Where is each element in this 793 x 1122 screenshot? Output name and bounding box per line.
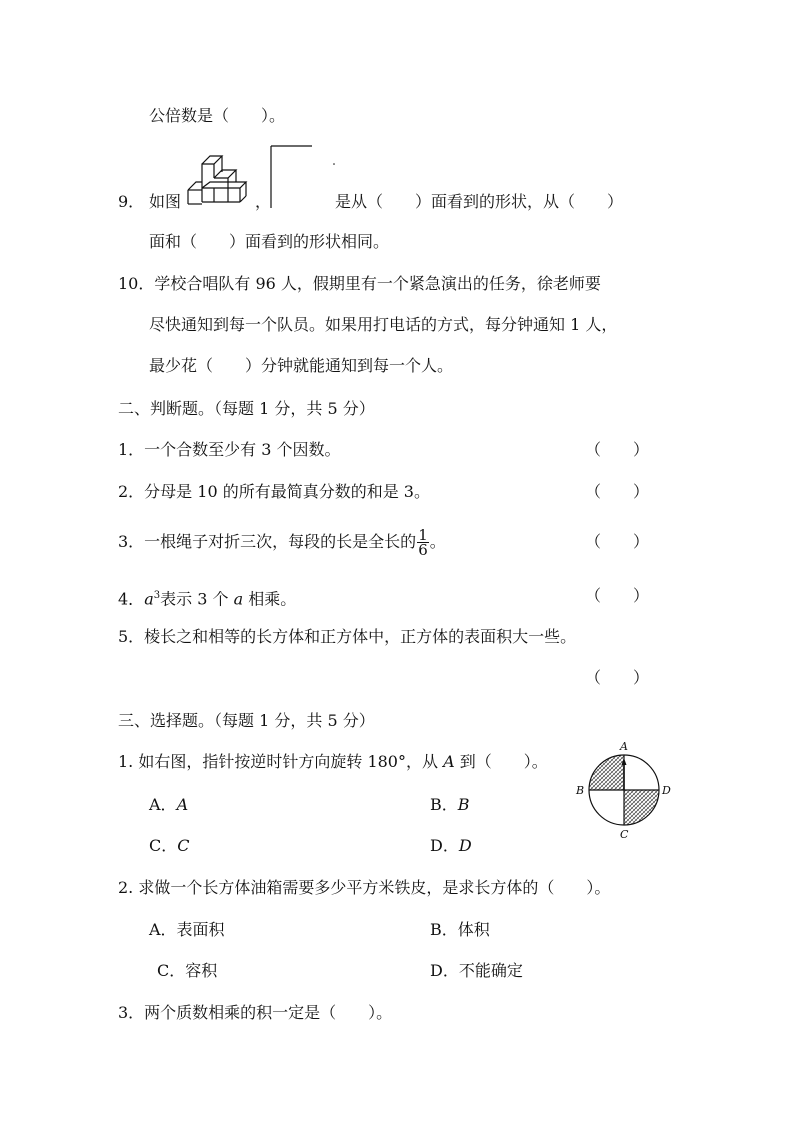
- choice-q1-var: A: [443, 752, 455, 771]
- fraction-denominator: 6: [418, 541, 428, 559]
- judge-answer-2[interactable]: （ ）: [585, 482, 650, 501]
- pointer-circle-diagram: [574, 738, 684, 842]
- choice-q1-option-d[interactable]: [430, 836, 472, 856]
- judge-item-1: 1．一个合数至少有 3 个因数。: [118, 440, 341, 459]
- judge-item-4-end: 相乘。: [243, 589, 297, 609]
- choice-q2-option-d[interactable]: D．不能确定: [430, 961, 523, 980]
- judge-item-2: 2．分母是 10 的所有最简真分数的和是 3。: [118, 482, 430, 501]
- q10-line2: 尽快通知到每一个队员。如果用打电话的方式，每分钟通知 1 人，: [149, 315, 618, 334]
- judge-item-3-text: 3．一根绳子对折三次，每段的长是全长的: [118, 532, 417, 551]
- q8-tail: 公倍数是（ ）。: [149, 106, 286, 125]
- option-label: B．: [430, 795, 458, 814]
- q9-text-b: 是从（ ）面看到的形状，从（ ）: [335, 192, 624, 211]
- choice-q1-option-a[interactable]: [149, 795, 188, 815]
- option-value: D: [458, 836, 472, 855]
- diagram-label-b: B: [576, 784, 585, 797]
- q9-comma: ，: [255, 192, 272, 211]
- choice-q1-option-c[interactable]: [149, 836, 190, 856]
- choice-q1-text-b: 到（ ）。: [454, 752, 548, 771]
- q10-line1: 10．学校合唱队有 96 人，假期里有一个紧急演出的任务，徐老师要: [118, 274, 601, 293]
- q9-number: 9．: [118, 192, 145, 211]
- judge-item-3-end: 。: [429, 532, 446, 551]
- choice-q1: [118, 752, 548, 772]
- exponent: 3: [153, 590, 161, 601]
- section2-heading: 二、判断题。（每题 1 分，共 5 分）: [118, 399, 375, 418]
- judge-answer-3[interactable]: （ ）: [585, 532, 650, 551]
- diagram-label-a: A: [620, 740, 628, 753]
- q9-line2: 面和（ ）面看到的形状相同。: [149, 232, 390, 251]
- option-value: C: [177, 836, 190, 855]
- stair-solid-figure: [184, 152, 254, 208]
- fraction-one-sixth: [417, 528, 429, 557]
- diagram-label-d: D: [662, 784, 671, 797]
- choice-q2-option-b[interactable]: B．体积: [430, 920, 490, 939]
- variable-a-2: a: [233, 589, 244, 609]
- judge-answer-4[interactable]: （ ）: [585, 586, 650, 605]
- variable-a: a: [144, 589, 154, 609]
- section3-heading: 三、选择题。（每题 1 分，共 5 分）: [118, 711, 375, 730]
- judge-item-4-mid: 表示 3 个: [160, 589, 234, 609]
- q10-line3: 最少花（ ）分钟就能通知到每一个人。: [149, 356, 454, 375]
- option-value: B: [457, 795, 470, 814]
- option-label: D．: [430, 836, 459, 855]
- choice-q2-option-a[interactable]: A．表面积: [149, 920, 225, 939]
- option-label: C．: [149, 836, 178, 855]
- choice-q3: 3．两个质数相乘的积一定是（ ）。: [118, 1003, 393, 1022]
- judge-item-4: [118, 586, 296, 609]
- option-value: A: [176, 795, 189, 814]
- judge-item-4-num: 4．: [118, 589, 145, 609]
- judge-item-5: 5．棱长之和相等的长方体和正方体中，正方体的表面积大一些。: [118, 627, 577, 646]
- diagram-label-c: C: [620, 828, 629, 841]
- view-shape-figure: [268, 144, 338, 210]
- choice-q2: 2. 求做一个长方体油箱需要多少平方米铁皮，是求长方体的（ ）。: [118, 878, 611, 897]
- judge-item-3: [118, 524, 446, 560]
- choice-q2-option-c[interactable]: C．容积: [157, 961, 218, 980]
- fraction-numerator: 1: [418, 526, 428, 544]
- choice-q1-text-a: 1. 如右图，指针按逆时针方向旋转 180°，从: [118, 752, 444, 771]
- q9-text-a: 如图: [149, 192, 182, 211]
- judge-answer-1[interactable]: （ ）: [585, 440, 650, 459]
- choice-q1-option-b[interactable]: [430, 795, 470, 815]
- option-label: A．: [149, 795, 177, 814]
- judge-answer-5[interactable]: （ ）: [585, 668, 650, 687]
